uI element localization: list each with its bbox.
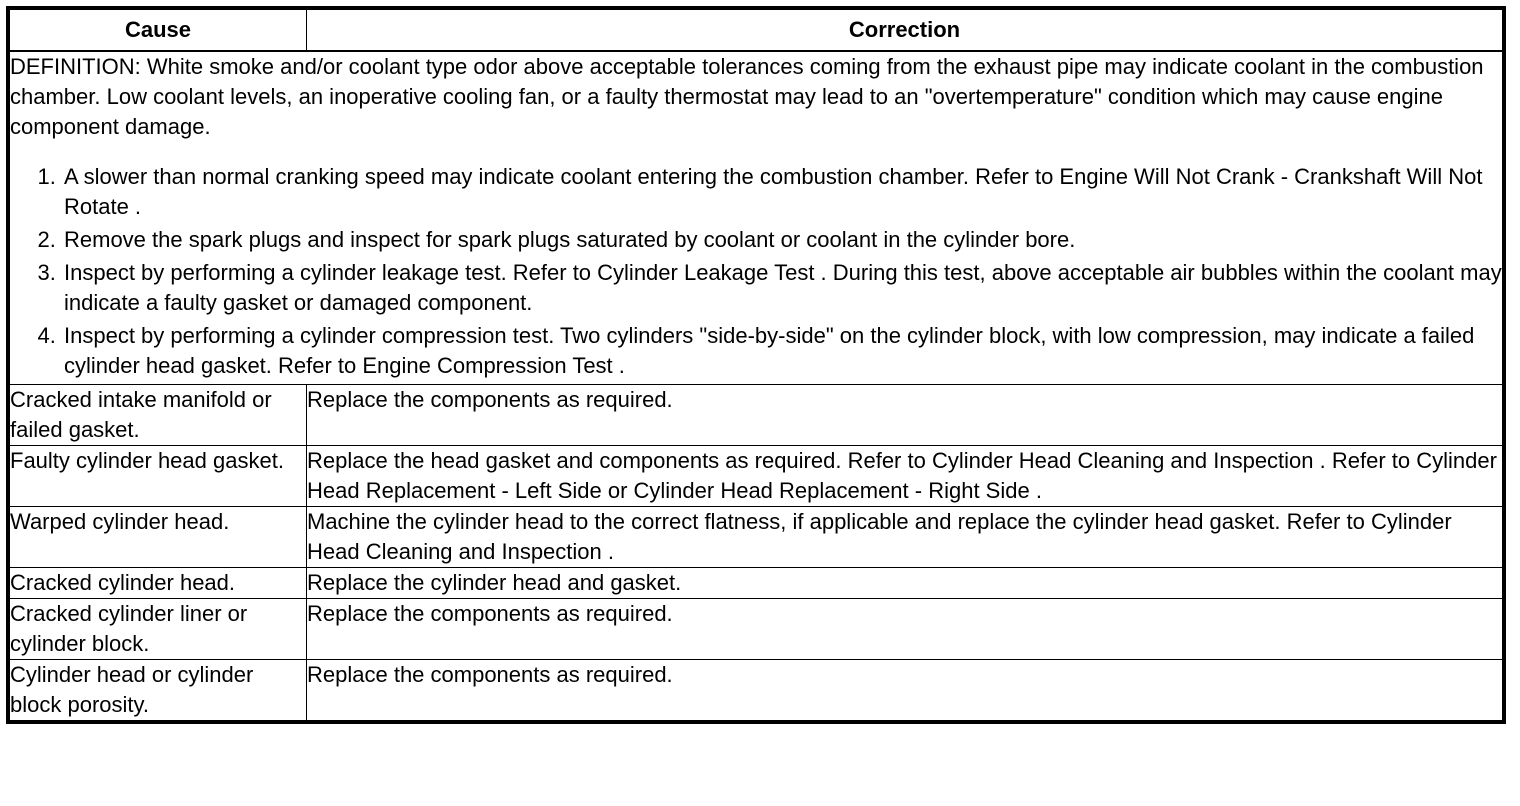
diagnostic-step: 3. Inspect by performing a cylinder leakage test. Refer to Cylinder Leakage Test . During this test, above acceptable air bubbles within the coolant may indicate a faulty gasket or damaged component. [62,258,1502,318]
diagnostic-step: 2. Remove the spark plugs and inspect for spark plugs saturated by coolant or coolant in the cylinder bore. [62,225,1502,255]
diagnostic-table [9,9,1503,721]
correction-cell: Replace the components as required. [307,599,1503,660]
cause-cell: Faulty cylinder head gasket. [10,446,307,507]
correction-cell: Replace the cylinder head and gasket. [307,568,1503,599]
table-header-row [10,10,1503,52]
diagnostic-step: 4. Inspect by performing a cylinder compression test. Two cylinders "side-by-side" on the cylinder block, with low compression, may indicate a failed cylinder head gasket. Refer to Engine Compression Test . [62,321,1502,381]
cause-column-header: Cause [10,10,307,52]
cause-cell: Cylinder head or cylinder block porosity. [10,660,307,721]
definition-text: DEFINITION: White smoke and/or coolant type odor above acceptable tolerances coming from the exhaust pipe may indicate coolant in the combustion chamber. Low coolant levels, an inoperative cooling fan, or a faulty thermostat may lead to an "overtemperature" condition which may cause engine component damage. [10,54,1484,139]
diagnostic-steps-list [10,162,1502,381]
table-row [10,385,1503,446]
definition-row [10,51,1503,385]
table-row [10,568,1503,599]
table-row [10,507,1503,568]
cause-cell: Warped cylinder head. [10,507,307,568]
correction-column-header: Correction [307,10,1503,52]
cause-cell: Cracked intake manifold or failed gasket. [10,385,307,446]
correction-cell: Replace the components as required. [307,385,1503,446]
table-row [10,660,1503,721]
correction-cell: Machine the cylinder head to the correct flatness, if applicable and replace the cylinder head gasket. Refer to Cylinder Head Cleaning and Inspection . [307,507,1503,568]
correction-cell: Replace the head gasket and components as required. Refer to Cylinder Head Cleaning and Inspection . Refer to Cylinder Head Replacement - Left Side or Cylinder Head Replacement - Right Side . [307,446,1503,507]
table-row [10,599,1503,660]
correction-cell: Replace the components as required. [307,660,1503,721]
definition-cell [10,51,1503,385]
diagnostic-table-frame [6,6,1506,724]
table-row [10,446,1503,507]
cause-cell: Cracked cylinder head. [10,568,307,599]
diagnostic-step: 1. A slower than normal cranking speed may indicate coolant entering the combustion chamber. Refer to Engine Will Not Crank - Crankshaft Will Not Rotate . [62,162,1502,222]
cause-cell: Cracked cylinder liner or cylinder block. [10,599,307,660]
